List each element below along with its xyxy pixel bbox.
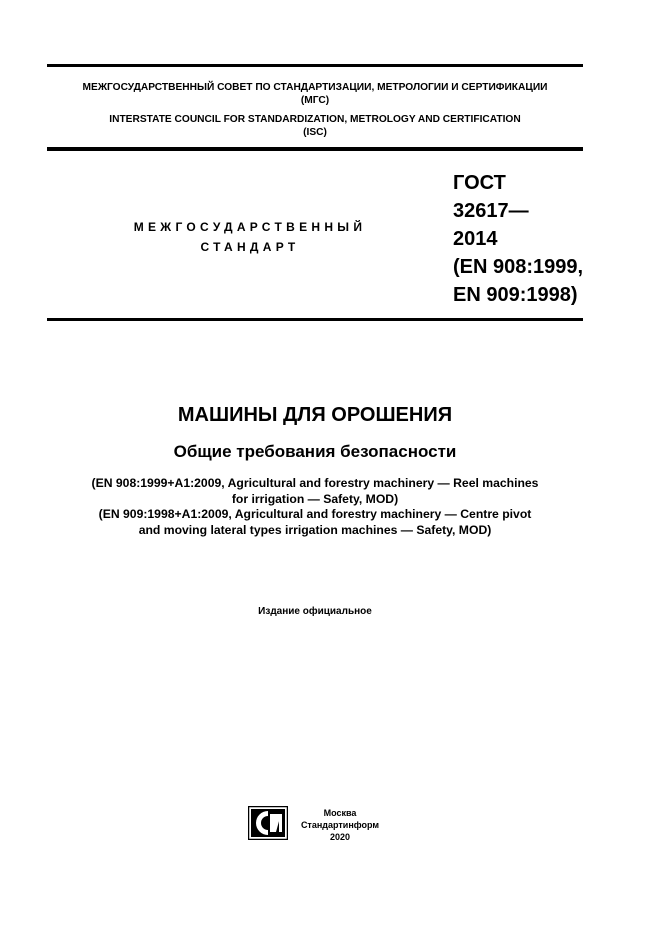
standard-code-line5: EN 909:1998): [453, 284, 578, 306]
council-en: [47, 113, 583, 139]
publisher-name: Стандартинформ: [300, 820, 380, 830]
standard-type: [100, 217, 400, 257]
title-rule: [47, 318, 583, 321]
standard-type-line2: СТАНДАРТ: [200, 240, 300, 254]
standartinform-logo-icon: [248, 806, 288, 840]
reference-1-line1: (EN 908:1999+A1:2009, Agricultural and forestry machinery — Reel machines: [91, 476, 539, 490]
council-en-name: INTERSTATE COUNCIL FOR STANDARDIZATION, METROLOGY AND CERTIFICATION: [109, 114, 521, 125]
publisher-city: Москва: [323, 808, 357, 818]
standard-type-line1: МЕЖГОСУДАРСТВЕННЫЙ: [133, 220, 367, 234]
document-title: МАШИНЫ ДЛЯ ОРОШЕНИЯ: [177, 404, 453, 426]
publisher-info: [294, 807, 386, 843]
council-ru: [47, 81, 583, 107]
standard-code-line4: (EN 908:1999,: [453, 256, 584, 278]
council-en-abbr: (ISC): [303, 127, 327, 138]
top-rule: [47, 64, 583, 67]
standard-code-line2: 32617—: [453, 200, 529, 222]
reference-2-line1: (EN 909:1998+A1:2009, Agricultural and forestry machinery — Centre pivot: [98, 507, 532, 521]
publisher-year: 2020: [329, 832, 351, 842]
standard-code-line3: 2014: [453, 228, 498, 250]
document-subtitle: Общие требования безопасности: [173, 442, 457, 461]
reference-1-line2: for irrigation — Safety, MOD): [231, 491, 399, 506]
standard-code-line1: ГОСТ: [453, 172, 506, 194]
header-rule: [47, 147, 583, 151]
edition-note: Издание официальное: [258, 606, 372, 617]
council-ru-abbr: (МГС): [300, 95, 330, 106]
standard-code: [453, 169, 593, 309]
council-ru-name: МЕЖГОСУДАРСТВЕННЫЙ СОВЕТ ПО СТАНДАРТИЗАЦИИ, МЕТРОЛОГИИ И СЕРТИФИКАЦИИ: [82, 82, 548, 93]
reference-standards: [47, 476, 583, 538]
reference-2-line2: and moving lateral types irrigation machines — Safety, MOD): [138, 522, 492, 537]
